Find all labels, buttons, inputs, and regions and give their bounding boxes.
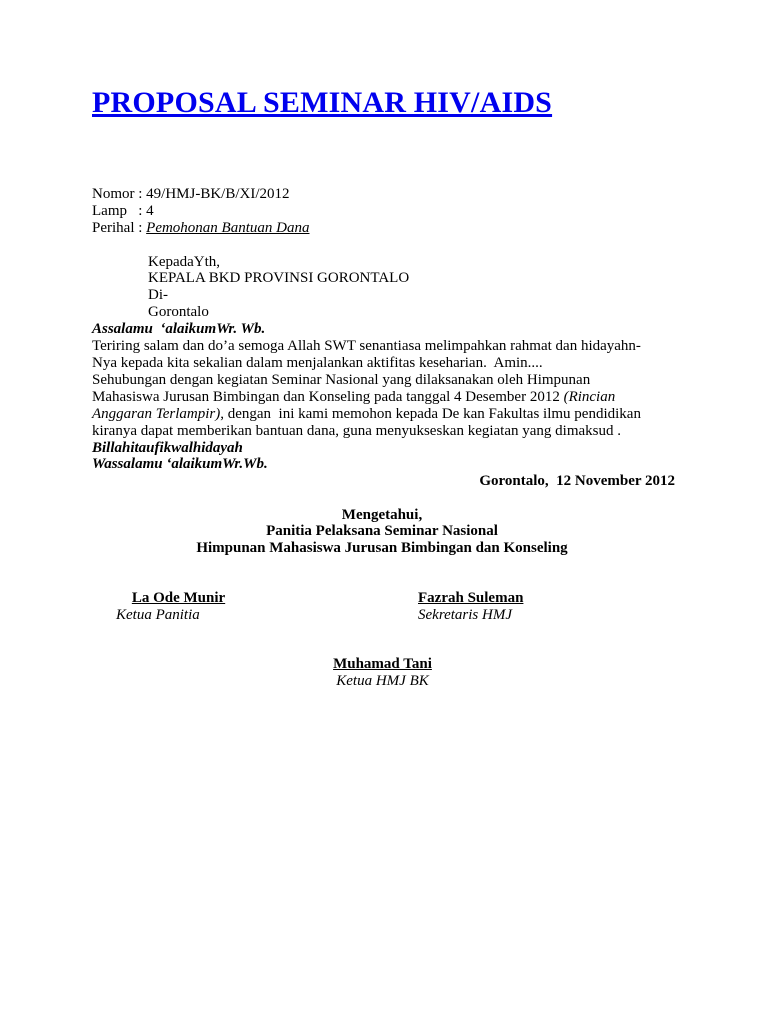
body-italic-text: Anggaran Terlampir): [92, 406, 221, 422]
body-line: Sehubungan dengan kegiatan Seminar Nasional yang dilaksanakan oleh Himpunan: [92, 372, 591, 388]
signatory-center: [320, 656, 445, 690]
signatory-name: La Ode Munir: [131, 590, 226, 606]
subject-value: Pemohonan Bantuan Dana: [146, 220, 310, 236]
letter-attachment: Lamp : 4: [92, 203, 154, 219]
letter-number: Nomor : 49/HMJ-BK/B/XI/2012: [92, 186, 290, 202]
letter-subject: [92, 220, 309, 237]
signatory-left: [116, 590, 241, 624]
recipient-di: Di-: [148, 287, 168, 303]
signatory-role: Sekretaris HMJ: [418, 607, 512, 623]
body-line: Teriring salam dan do’a semoga Allah SWT senantiasa melimpahkan rahmat dan hidayahn-: [92, 338, 641, 354]
body-line: [92, 389, 682, 406]
recipient-name: KEPALA BKD PROVINSI GORONTALO: [148, 270, 410, 286]
body-line: Nya kepada kita sekalian dalam menjalankan aktifitas keseharian. Amin....: [92, 355, 543, 371]
body-line: kiranya dapat memberikan bantuan dana, guna menyukseskan kegiatan yang dimaksud .: [92, 423, 621, 439]
organization-name: Himpunan Mahasiswa Jurusan Bimbingan dan Konseling: [196, 540, 568, 556]
signatory-name: Muhamad Tani: [333, 656, 432, 672]
recipient-city: Gorontalo: [148, 304, 209, 320]
body-line: [92, 406, 682, 423]
acknowledge-label: Mengetahui,: [341, 507, 423, 523]
closing-line: Billahitaufikwalhidayah: [92, 440, 243, 456]
place-date: Gorontalo, 12 November 2012: [479, 473, 675, 489]
signatory-role: Ketua HMJ BK: [336, 673, 429, 689]
greeting: Assalamu ‘alaikumWr. Wb.: [92, 321, 266, 337]
recipient-salutation: KepadaYth,: [148, 254, 221, 270]
letter-body: [92, 338, 682, 440]
signatory-right: [418, 590, 523, 624]
signatory-role: Ketua Panitia: [116, 607, 200, 623]
body-text: , dengan ini kami memohon kepada De kan Fakultas ilmu pendidikan: [220, 406, 641, 422]
body-italic-text: (Rincian: [563, 389, 616, 405]
document-title: PROPOSAL SEMINAR HIV/AIDS: [92, 86, 553, 119]
subject-label: Perihal :: [92, 220, 147, 236]
closing-greeting: Wassalamu ‘alaikumWr.Wb.: [92, 456, 268, 472]
committee-name: Panitia Pelaksana Seminar Nasional: [266, 523, 498, 539]
body-text: Mahasiswa Jurusan Bimbingan dan Konseling pada tanggal 4 Desember 2012: [92, 389, 564, 405]
signatory-name: Fazrah Suleman: [418, 590, 524, 606]
